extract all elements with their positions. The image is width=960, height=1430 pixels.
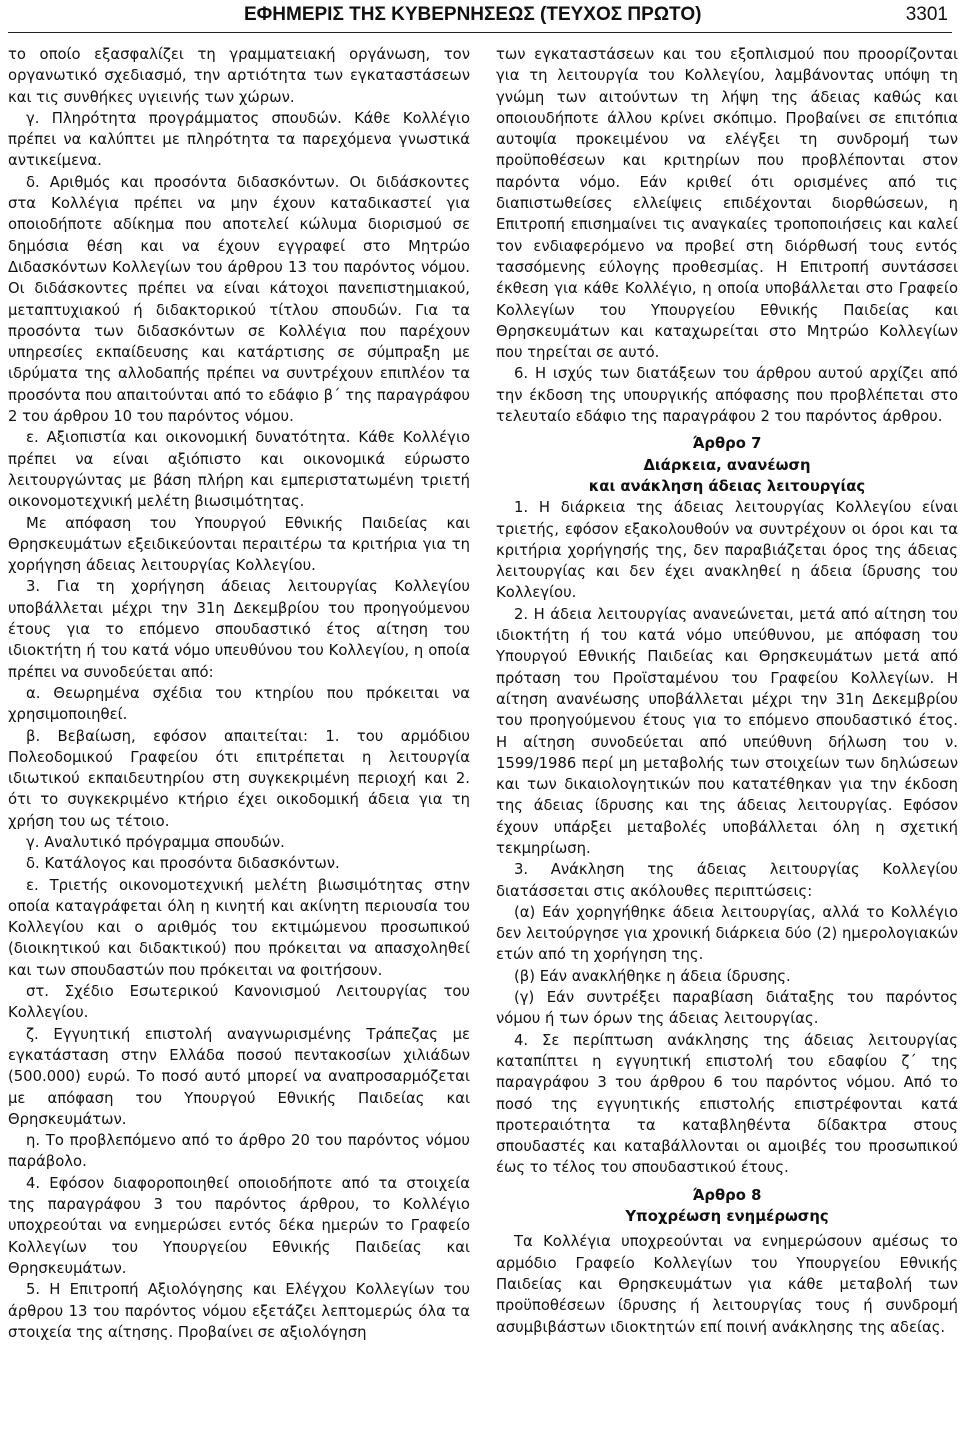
paragraph: των εγκαταστάσεων και του εξοπλισμού που προορίζονται για τη λειτουργία του Κολλεγίου, λαμβάνοντας υπόψη τη γνώμη των αιτούντων τη λήψη της άδειας καθώς και οποιουδήποτε άλλου κρίνει σκόπιμο. Προβαίνει σε επιτόπια αυτοψία προκειμένου να ελέγξει τη συνδρομή των προϋποθέσεων και κριτηρίων που προβλέπονται στον παρόντα νόμο. Εάν κριθεί ότι ορισμένες από τις διαπιστωθείσες ελλείψεις επιδέχονται διορθώσεων, η Επιτροπή επισημαίνει τις αναγκαίες τροποποιήσεις και καλεί τον ενδιαφερόμενο να προβεί στη διόρθωσή τους εντός τασσόμενης εύλογης προθεσμίας. Η Επιτροπή συντάσσει έκθεση για κάθε Κολλέγιο, η οποία υποβάλλεται στο Γραφείο Κολλεγίων του Υπουργείου Εθνικής Παιδείας και Θρησκευμάτων και καταχωρείται στο Μητρώο Κολλεγίων που τηρείται σε αυτό. <box>496 46 958 362</box>
paragraph: α. Θεωρημένα σχέδια του κτηρίου που πρόκειται να χρησιμοποιηθεί. <box>8 684 470 724</box>
paragraph: (β) Εάν ανακλήθηκε η άδεια ίδρυσης. <box>514 967 791 985</box>
paragraph: 4. Εφόσον διαφοροποιηθεί οποιοδήποτε από τα στοιχεία της παραγράφου 3 του παρόντος άρθρου, το Κολλέγιο υποχρεούται να ενημερώσει εντός δέκα ημερών το Γραφείο Κολλεγίων του Υπουργείου Εθνικής Παιδείας και Θρησκευμάτων. <box>8 1174 470 1277</box>
paragraph: (γ) Εάν συντρέξει παραβίαση διάταξης του παρόντος νόμου ή των όρων της άδειας λειτουργίας. <box>496 989 958 1028</box>
article8-title: Υποχρέωση ενημέρωσης <box>625 1208 829 1226</box>
paragraph: Τα Κολλέγια υποχρεούνται να ενημερώσουν αμέσως το αρμόδιο Γραφείο Κολλεγίων του Υπουργείου Εθνικής Παιδείας και Θρησκευμάτων για κάθε μεταβολή των προϋποθέσεων ίδρυσης ή λειτουργίας τους ή συνδρομή ασυμβιβάστων ιδιοκτητών επί ποινή ανάκλησης της αδείας. <box>496 1233 958 1336</box>
right-column <box>496 44 958 1338</box>
paragraph: γ. Αναλυτικό πρόγραμμα σπουδών. <box>26 833 285 851</box>
paragraph: ζ. Εγγυητική επιστολή αναγνωρισμένης Τράπεζας με εγκατάσταση στην Ελλάδα ποσού πεντακοσίων χιλιάδων (500.000) ευρώ. Το ποσό αυτό μπορεί να αναπροσαρμόζεται με απόφαση του Υπουργού Εθνικής Παιδείας και Θρησκευμάτων. <box>8 1025 470 1128</box>
paragraph: 5. Η Επιτροπή Αξιολόγησης και Ελέγχου Κολλεγίων του άρθρου 13 του παρόντος νόμου εξετάζει λεπτομερώς όλα τα στοιχεία της αίτησης. Προβαίνει σε αξιολόγηση <box>8 1281 470 1341</box>
article7-number: Άρθρο 7 <box>692 435 762 453</box>
paragraph: 6. Η ισχύς των διατάξεων του άρθρου αυτού αρχίζει από την έκδοση της υπουργικής απόφασης που προβλέπεται στο τελευταίο εδάφιο της παραγράφου 2 του παρόντος άρθρου. <box>496 365 958 426</box>
article8-number: Άρθρο 8 <box>692 1186 762 1204</box>
article7-body <box>496 497 958 1179</box>
paragraph: ε. Τριετής οικονομοτεχνική μελέτη βιωσιμότητας στην οποία καταγράφεται όλη η κινητή και ακίνητη περιουσία του Κολλεγίου και ο αριθμός του εκτιμώμενου προσωπικού (διοικητικού και διδακτικού) που πρόκειται να απασχοληθεί και των σπουδαστών που πρόκειται να φοιτήσουν. <box>8 876 470 979</box>
paragraph: 1. Η διάρκεια της άδειας λειτουργίας Κολλεγίου είναι τριετής, εφόσον εξακολουθούν να συντρέχουν οι όροι και τα κριτήρια χορήγησής της, δεν παραβιάζεται όρος της άδειας λειτουργίας και δεν έχει ανακληθεί η άδεια ίδρυσης του Κολλεγίου. <box>496 499 958 602</box>
article7-title-line2: και ανάκληση άδειας λειτουργίας <box>588 477 866 495</box>
paragraph: στ. Σχέδιο Εσωτερικού Κανονισμού Λειτουργίας του Κολλεγίου. <box>8 983 470 1022</box>
paragraph: β. Βεβαίωση, εφόσον απαιτείται: 1. του αρμόδιου Πολεοδομικού Γραφείου ότι επιτρέπεται η λειτουργία ιδιωτικού εκπαιδευτηρίου στη συγκεκριμένη περιοχή και 2. ότι το συγκεκριμένο κτήριο έχει οικοδομική άδεια για τη χρήση του ως τέτοιο. <box>8 727 470 830</box>
page-header <box>8 2 952 33</box>
paragraph: Με απόφαση του Υπουργού Εθνικής Παιδείας και Θρησκευμάτων εξειδικεύονται περαιτέρω τα κριτήρια για τη χορήγηση άδειας λειτουργίας Κολλεγίου. <box>8 514 470 575</box>
article8-body <box>496 1231 958 1337</box>
article6-continuation <box>496 44 958 427</box>
left-column <box>8 44 470 1343</box>
gazette-title: ΕΦΗΜΕΡΙΣ ΤΗΣ ΚΥΒΕΡΝΗΣΕΩΣ (ΤΕΥΧΟΣ ΠΡΩΤΟ) <box>244 4 702 25</box>
paragraph: 3. Για τη χορήγηση άδειας λειτουργίας Κολλεγίου υποβάλλεται μέχρι την 31η Δεκεμβρίου του προηγούμενου έτους για το επόμενο σπουδαστικό έτος αίτηση του ιδιοκτήτη ή του κατά νόμο υπευθύνου του Κολλεγίου, η οποία πρέπει να συνοδεύεται από: <box>8 578 470 681</box>
paragraph: 3. Ανάκληση της άδειας λειτουργίας Κολλεγίου διατάσσεται στις ακόλουθες περιπτώσεις: <box>496 861 958 900</box>
paragraph: γ. Πληρότητα προγράμματος σπουδών. Κάθε Κολλέγιο πρέπει να καλύπτει με πληρότητα τα παρεχόμενα γνωστικά αντικείμενα. <box>8 109 470 170</box>
paragraph: 2. Η άδεια λειτουργίας ανανεώνεται, μετά από αίτηση του ιδιοκτήτη ή του κατά νόμο υπεύθυνου, με απόφαση του Υπουργού Εθνικής Παιδείας και Θρησκευμάτων μετά από πρόταση του Προϊσταμένου του Γραφείου Κολλεγίων. Η αίτηση ανανέωσης υποβάλλεται μέχρι την 31η Δεκεμβρίου του προηγούμενου έτους για το επόμενο σπουδαστικό έτος. Η αίτηση συνοδεύεται από υπεύθυνη δήλωση του ν. 1599/1986 περί μη μεταβολής των στοιχείων των δηλώσεων και των δικαιολογητικών που κατατέθηκαν για την έκδοση της άδειας ίδρυσης και της άδειας λειτουργίας. Εφόσον έχουν υπάρξει μεταβολές υποβάλλεται όλη η σχετική τεκμηρίωση. <box>496 605 958 857</box>
paragraph: (α) Εάν χορηγήθηκε άδεια λειτουργίας, αλλά το Κολλέγιο δεν λειτούργησε για χρονική διάρκεια δύο (2) ημερολογιακών ετών από τη χορήγηση της. <box>496 903 958 964</box>
paragraph: το οποίο εξασφαλίζει τη γραμματειακή οργάνωση, τον οργανωτικό σχεδιασμό, την αρτιότητα των εγκαταστάσεων και τις συνθήκες υγιεινής των χώρων. <box>8 46 470 106</box>
page-number: 3301 <box>905 4 948 25</box>
paragraph: δ. Αριθμός και προσόντα διδασκόντων. Οι διδάσκοντες στα Κολλέγια πρέπει να μην έχουν καταδικαστεί για οποιοδήποτε αδίκημα που αποτελεί κώλυμα διορισμού σε δημόσια θέση και να έχουν εγγραφεί στο Μητρώο Διδασκόντων Κολλεγίων του άρθρου 13 του παρόντος νόμου. Οι διδάσκοντες πρέπει να είναι κάτοχοι πανεπιστημιακού, μεταπτυχιακού ή διδακτορικού τίτλου σπουδών. Για τα προσόντα των διδασκόντων σε Κολλέγια που παρέχουν υπηρεσίες εκπαίδευσης και κατάρτισης σε σύμπραξη με ιδρύματα της αλλοδαπής πρέπει να συντρέχουν επιπλέον τα προσόντα που απαιτούνται από το εδάφιο β΄ της παραγράφου 2 του άρθρου 10 του παρόντος νόμου. <box>8 173 470 426</box>
paragraph: δ. Κατάλογος και προσόντα διδασκόντων. <box>26 855 340 873</box>
paragraph: 4. Σε περίπτωση ανάκλησης της άδειας λειτουργίας καταπίπτει η εγγυητική επιστολή του εδαφίου ζ΄ της παραγράφου 3 του άρθρου 6 του παρόντος νόμου. Από το ποσό της εγγυητικής επιστολής επιστρέφονται κατά προτεραιότητα τα καταβληθέντα δίδακτρα στους σπουδαστές και καταβάλλονται οι αμοιβές του προσωπικού έως το τέλος του σπουδαστικού έτους. <box>496 1031 958 1177</box>
paragraph: ε. Αξιοπιστία και οικονομική δυνατότητα. Κάθε Κολλέγιο πρέπει να είναι αξιόπιστο και οικονομικά εύρωστο λειτουργώντας με βάση πλήρη και εμπεριστατωμένη τριετή οικονομοτεχνική μελέτη βιωσιμότητας. <box>8 429 470 511</box>
paragraph: η. Το προβλεπόμενο από το άρθρο 20 του παρόντος νόμου παράβολο. <box>8 1132 470 1171</box>
article7-title-line1: Διάρκεια, ανανέωση <box>643 456 811 474</box>
